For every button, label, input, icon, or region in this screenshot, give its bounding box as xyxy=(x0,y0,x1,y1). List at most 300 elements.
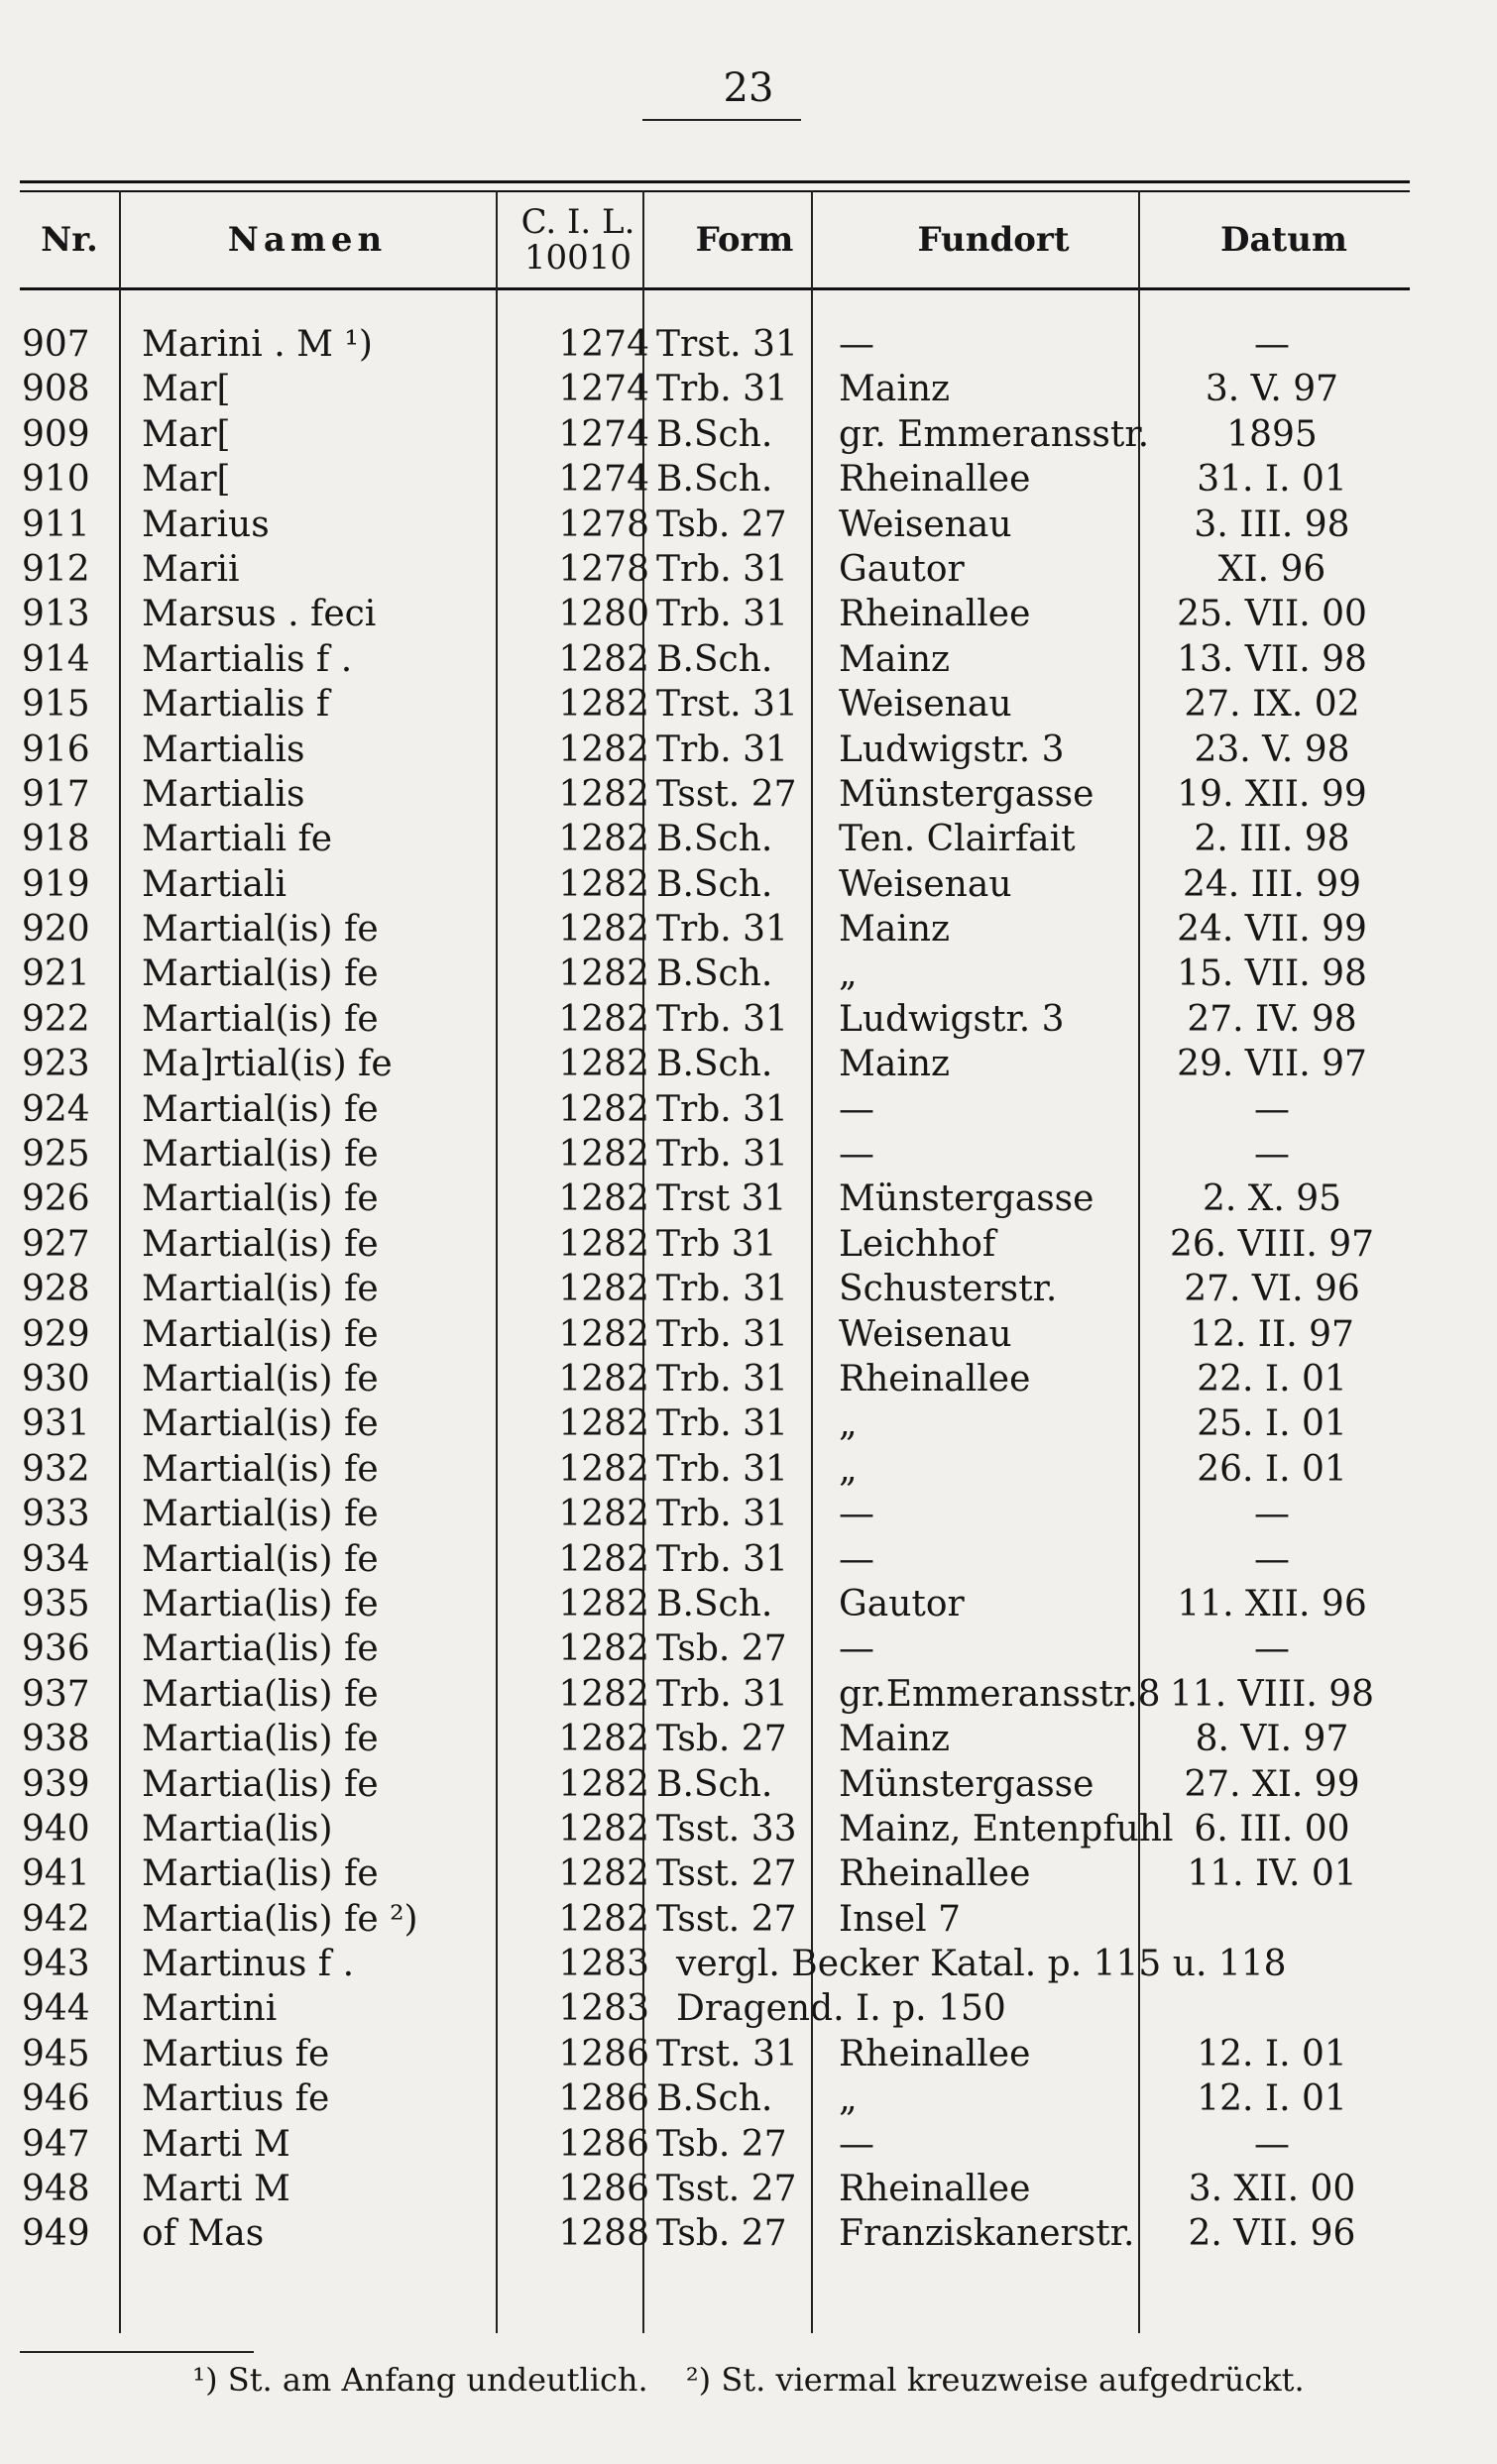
footnotes xyxy=(0,2361,1497,2399)
cell-cil: 1282 xyxy=(558,1313,649,1355)
cell-name: Martial(is) fe xyxy=(142,998,379,1040)
header-fundort: Fundort xyxy=(917,219,1070,260)
cell-form: Trb. 31 xyxy=(656,1088,788,1130)
cell-datum: — xyxy=(1254,324,1290,365)
cell-datum: 6. III. 00 xyxy=(1194,1808,1350,1849)
cell-cil: 1274 xyxy=(558,413,649,455)
cell-name: Martial(is) fe xyxy=(142,1088,379,1130)
cell-cil: 1282 xyxy=(558,684,649,726)
cell-name: Martialis xyxy=(142,773,305,815)
cell-name: Martialis f xyxy=(142,684,330,726)
cell-cil: 1282 xyxy=(558,1673,649,1715)
cell-form: Tsb. 27 xyxy=(656,1719,787,1760)
cell-fundort: „ xyxy=(839,1403,858,1445)
table-row xyxy=(20,817,1410,861)
footnote-2: ²) St. viermal kreuzweise aufgedrückt. xyxy=(685,2361,1305,2399)
cell-name: Martius fe xyxy=(142,2033,330,2074)
cell-nr: 914 xyxy=(22,638,90,680)
table-row xyxy=(20,1267,1410,1311)
cell-cil: 1280 xyxy=(558,594,649,635)
cell-form: Trst. 31 xyxy=(656,324,798,365)
cell-datum: — xyxy=(1254,1134,1290,1176)
cell-fundort: Gautor xyxy=(839,548,965,590)
cell-nr: 948 xyxy=(22,2169,90,2210)
cell-form: Tsst. 33 xyxy=(656,1808,797,1849)
cell-name: Martial(is) fe xyxy=(142,953,379,995)
cell-name: Martius fe xyxy=(142,2078,330,2120)
table-row xyxy=(20,682,1410,727)
cell-fundort: Mainz xyxy=(839,1719,950,1760)
table-row xyxy=(20,952,1410,996)
cell-datum: 3. V. 97 xyxy=(1205,369,1339,410)
cell-cil: 1282 xyxy=(558,1088,649,1130)
cell-cil: 1282 xyxy=(558,1898,649,1940)
cell-nr: 943 xyxy=(22,1944,90,1985)
cell-cil: 1282 xyxy=(558,773,649,815)
cell-cil: 1282 xyxy=(558,998,649,1040)
cell-datum: 26. VIII. 97 xyxy=(1169,1223,1375,1265)
table-row xyxy=(20,1312,1410,1357)
cell-fundort: Münstergasse xyxy=(839,773,1094,815)
cell-cil: 1278 xyxy=(558,504,649,545)
cell-cil: 1278 xyxy=(558,548,649,590)
cell-datum: 22. I. 01 xyxy=(1197,1358,1347,1400)
table-row xyxy=(20,637,1410,682)
cell-nr: 923 xyxy=(22,1044,90,1085)
cell-name: Martia(lis) fe xyxy=(142,1853,379,1895)
cell-fundort: Rheinallee xyxy=(839,2033,1031,2074)
cell-form: Trb. 31 xyxy=(656,369,788,410)
cell-datum: 1895 xyxy=(1226,413,1318,455)
table-row xyxy=(20,547,1410,592)
cell-fundort: Weisenau xyxy=(839,504,1012,545)
cell-fundort: Mainz xyxy=(839,638,950,680)
cell-datum: 27. VI. 96 xyxy=(1184,1269,1360,1310)
cell-form: Tsb. 27 xyxy=(656,2123,787,2165)
cell-name: Martinus f . xyxy=(142,1944,355,1985)
cell-datum: 12. II. 97 xyxy=(1190,1313,1354,1355)
table-row xyxy=(20,457,1410,502)
cell-cil: 1286 xyxy=(558,2033,649,2074)
cell-name: Martia(lis) xyxy=(142,1808,333,1849)
table-row xyxy=(20,1087,1410,1132)
cell-name: Martial(is) fe xyxy=(142,1494,379,1535)
cell-nr: 931 xyxy=(22,1403,90,1445)
cell-fundort: — xyxy=(839,1494,874,1535)
cell-fundort: Weisenau xyxy=(839,1313,1012,1355)
table-row xyxy=(20,503,1410,547)
cell-fundort: Weisenau xyxy=(839,684,1012,726)
cell-form: Trb. 31 xyxy=(656,548,788,590)
cell-nr: 924 xyxy=(22,1088,90,1130)
cell-form: Trst. 31 xyxy=(656,2033,798,2074)
cell-nr: 910 xyxy=(22,459,90,501)
cell-datum: — xyxy=(1254,1494,1290,1535)
cell-nr: 925 xyxy=(22,1134,90,1176)
cell-fundort: Rheinallee xyxy=(839,1358,1031,1400)
cell-cil: 1282 xyxy=(558,1583,649,1624)
cell-nr: 938 xyxy=(22,1719,90,1760)
cell-cil: 1286 xyxy=(558,2169,649,2210)
cell-fundort: Mainz xyxy=(839,369,950,410)
cell-cil: 1282 xyxy=(558,1448,649,1490)
cell-datum: 2. VII. 96 xyxy=(1188,2213,1356,2255)
cell-fundort: Schusterstr. xyxy=(839,1269,1058,1310)
cell-cil: 1282 xyxy=(558,1538,649,1580)
table-row xyxy=(20,1717,1410,1761)
cell-cil: 1283 xyxy=(558,1988,649,2030)
cell-fundort: gr.Emmeransstr.8 xyxy=(839,1673,1161,1715)
cell-cil: 1286 xyxy=(558,2078,649,2120)
cell-cil: 1282 xyxy=(558,1403,649,1445)
cell-name: Marsus . feci xyxy=(142,594,377,635)
cell-cil: 1282 xyxy=(558,1178,649,1220)
header-datum: Datum xyxy=(1220,219,1347,260)
cell-fundort: — xyxy=(839,1134,874,1176)
cell-form: Trb 31 xyxy=(656,1223,777,1265)
cell-name: Martial(is) fe xyxy=(142,1538,379,1580)
cell-cil: 1282 xyxy=(558,1719,649,1760)
cell-fundort: Mainz, Entenpfuhl xyxy=(839,1808,1174,1849)
table-row xyxy=(20,1762,1410,1807)
cell-nr: 909 xyxy=(22,413,90,455)
table-row xyxy=(20,728,1410,772)
cell-cil: 1282 xyxy=(558,1628,649,1670)
cell-form: B.Sch. xyxy=(656,819,773,860)
cell-cil: 1282 xyxy=(558,728,649,770)
cell-datum: 25. VII. 00 xyxy=(1177,594,1367,635)
cell-cil: 1282 xyxy=(558,953,649,995)
footnote-rule xyxy=(20,2351,254,2353)
table-row xyxy=(20,1537,1410,1582)
cell-nr: 918 xyxy=(22,819,90,860)
cell-fundort: Franziskanerstr. xyxy=(839,2213,1135,2255)
cell-datum: 2. X. 95 xyxy=(1202,1178,1342,1220)
cell-nr: 921 xyxy=(22,953,90,995)
cell-fundort: Rheinallee xyxy=(839,594,1031,635)
cell-form: Trb. 31 xyxy=(656,1313,788,1355)
table-row xyxy=(20,1357,1410,1401)
table-row xyxy=(20,1222,1410,1267)
cell-form: Trb. 31 xyxy=(656,998,788,1040)
cell-name: Ma]rtial(is) fe xyxy=(142,1044,393,1085)
cell-name: Mar[ xyxy=(142,369,231,410)
header-form: Form xyxy=(695,219,794,260)
page-number: 23 xyxy=(723,65,774,111)
table-header xyxy=(20,193,1410,287)
cell-name: Martial(is) fe xyxy=(142,1178,379,1220)
cell-cil: 1282 xyxy=(558,1853,649,1895)
cell-cil: 1282 xyxy=(558,1223,649,1265)
cell-cil: 1282 xyxy=(558,638,649,680)
table-row xyxy=(20,997,1410,1042)
cell-nr: 928 xyxy=(22,1269,90,1310)
cell-form: B.Sch. xyxy=(656,1044,773,1085)
table-row xyxy=(20,2211,1410,2256)
cell-name: of Mas xyxy=(142,2213,265,2255)
cell-fundort: gr. Emmeransstr. xyxy=(839,413,1150,455)
header-bottom-rule xyxy=(20,287,1410,290)
cell-form: Tsst. 27 xyxy=(656,1853,797,1895)
cell-nr: 920 xyxy=(22,909,90,951)
cell-datum: 24. III. 99 xyxy=(1182,863,1362,905)
cell-nr: 937 xyxy=(22,1673,90,1715)
cell-form: Trb. 31 xyxy=(656,594,788,635)
table-row xyxy=(20,1447,1410,1492)
cell-cil: 1274 xyxy=(558,369,649,410)
cell-datum: 11. IV. 01 xyxy=(1187,1853,1357,1895)
cell-form: B.Sch. xyxy=(656,1763,773,1805)
header-cil-bottom: 10010 xyxy=(523,237,633,278)
page-number-rule xyxy=(642,119,801,121)
cell-name: Martia(lis) fe xyxy=(142,1673,379,1715)
cell-nr: 936 xyxy=(22,1628,90,1670)
cell-form: B.Sch. xyxy=(656,953,773,995)
cell-name: Martial(is) fe xyxy=(142,1269,379,1310)
cell-cil: 1282 xyxy=(558,1134,649,1176)
cell-fundort: — xyxy=(839,1628,874,1670)
table-row xyxy=(20,862,1410,907)
cell-name: Marti M xyxy=(142,2169,290,2210)
cell-fundort: Münstergasse xyxy=(839,1178,1094,1220)
cell-datum: 12. I. 01 xyxy=(1197,2078,1347,2120)
table-row xyxy=(20,907,1410,952)
cell-form: Tsb. 27 xyxy=(656,2213,787,2255)
table-row xyxy=(20,2122,1410,2167)
cell-fundort: Münstergasse xyxy=(839,1763,1094,1805)
cell-nr: 946 xyxy=(22,2078,90,2120)
cell-datum: 11. VIII. 98 xyxy=(1169,1673,1375,1715)
cell-cil: 1282 xyxy=(558,1808,649,1849)
cell-nr: 919 xyxy=(22,863,90,905)
cell-form: B.Sch. xyxy=(656,638,773,680)
cell-form: Tsst. 27 xyxy=(656,2169,797,2210)
cell-nr: 945 xyxy=(22,2033,90,2074)
cell-fundort: „ xyxy=(839,1448,858,1490)
table-row xyxy=(20,1851,1410,1896)
cell-name: Martial(is) fe xyxy=(142,1134,379,1176)
table-row xyxy=(20,1176,1410,1221)
cell-fundort: Ludwigstr. 3 xyxy=(839,998,1065,1040)
cell-form: Trst. 31 xyxy=(656,684,798,726)
cell-name: Martial(is) fe xyxy=(142,1223,379,1265)
footnote-1: ¹) St. am Anfang undeutlich. xyxy=(192,2361,648,2399)
cell-datum: 27. IX. 02 xyxy=(1184,684,1360,726)
header-cil xyxy=(496,193,660,287)
cell-form: Tsb. 27 xyxy=(656,1628,787,1670)
cell-datum: 27. IV. 98 xyxy=(1187,998,1357,1040)
cell-datum: 2. III. 98 xyxy=(1194,819,1350,860)
cell-fundort: Ludwigstr. 3 xyxy=(839,728,1065,770)
cell-form: Trb. 31 xyxy=(656,1269,788,1310)
table-row xyxy=(20,2076,1410,2121)
cell-cil: 1282 xyxy=(558,1763,649,1805)
cell-datum: — xyxy=(1254,2123,1290,2165)
table-row xyxy=(20,1942,1410,1986)
cell-reference: Dragend. I. p. 150 xyxy=(676,1988,1006,2030)
cell-nr: 911 xyxy=(22,504,90,545)
table-top-rule-thin xyxy=(20,190,1410,192)
table-row xyxy=(20,2032,1410,2076)
cell-cil: 1282 xyxy=(558,1044,649,1085)
cell-form: Tsst. 27 xyxy=(656,773,797,815)
cell-datum: 29. VII. 97 xyxy=(1177,1044,1367,1085)
cell-nr: 908 xyxy=(22,369,90,410)
cell-datum: 19. XII. 99 xyxy=(1177,773,1367,815)
cell-cil: 1282 xyxy=(558,1494,649,1535)
table-row xyxy=(20,1132,1410,1176)
cell-name: Marini . M ¹) xyxy=(142,324,373,365)
cell-name: Martial(is) fe xyxy=(142,1358,379,1400)
table-row xyxy=(20,1582,1410,1626)
cell-name: Martialis xyxy=(142,728,305,770)
cell-cil: 1274 xyxy=(558,459,649,501)
cell-name: Martialis f . xyxy=(142,638,353,680)
cell-name: Martial(is) fe xyxy=(142,1403,379,1445)
table-row xyxy=(20,592,1410,636)
cell-nr: 912 xyxy=(22,548,90,590)
cell-fundort: — xyxy=(839,1538,874,1580)
cell-cil: 1283 xyxy=(558,1944,649,1985)
cell-nr: 944 xyxy=(22,1988,90,2030)
cell-name: Martial(is) fe xyxy=(142,1313,379,1355)
cell-name: Martial(is) fe xyxy=(142,1448,379,1490)
table-row xyxy=(20,1807,1410,1851)
cell-cil: 1288 xyxy=(558,2213,649,2255)
cell-datum: 25. I. 01 xyxy=(1197,1403,1347,1445)
cell-form: B.Sch. xyxy=(656,2078,773,2120)
cell-nr: 932 xyxy=(22,1448,90,1490)
cell-name: Martia(lis) fe xyxy=(142,1763,379,1805)
cell-fundort: Weisenau xyxy=(839,863,1012,905)
cell-nr: 941 xyxy=(22,1853,90,1895)
table-body xyxy=(20,322,1410,2257)
cell-name: Martiali fe xyxy=(142,819,333,860)
cell-datum: 23. V. 98 xyxy=(1194,728,1350,770)
cell-nr: 949 xyxy=(22,2213,90,2255)
cell-form: B.Sch. xyxy=(656,1583,773,1624)
cell-nr: 935 xyxy=(22,1583,90,1624)
cell-fundort: Insel 7 xyxy=(839,1898,962,1940)
cell-cil: 1282 xyxy=(558,819,649,860)
cell-cil: 1282 xyxy=(558,909,649,951)
table-row xyxy=(20,1492,1410,1536)
cell-form: Trb. 31 xyxy=(656,909,788,951)
cell-form: Trb. 31 xyxy=(656,1538,788,1580)
cell-name: Mar[ xyxy=(142,459,231,501)
cell-nr: 939 xyxy=(22,1763,90,1805)
cell-form: Trb. 31 xyxy=(656,1673,788,1715)
cell-datum: 24. VII. 99 xyxy=(1177,909,1367,951)
cell-fundort: — xyxy=(839,2123,874,2165)
cell-fundort: Mainz xyxy=(839,909,950,951)
table-row xyxy=(20,322,1410,367)
cell-cil: 1274 xyxy=(558,324,649,365)
cell-form: Tsb. 27 xyxy=(656,504,787,545)
cell-nr: 915 xyxy=(22,684,90,726)
table-row xyxy=(20,1626,1410,1671)
cell-datum: 3. III. 98 xyxy=(1194,504,1350,545)
cell-reference: vergl. Becker Katal. p. 115 u. 118 xyxy=(676,1944,1287,1985)
cell-name: Martiali xyxy=(142,863,288,905)
cell-fundort: Rheinallee xyxy=(839,1853,1031,1895)
table-row xyxy=(20,1897,1410,1942)
table-top-rule xyxy=(20,180,1410,183)
cell-fundort: Ten. Clairfait xyxy=(839,819,1076,860)
cell-fundort: Leichhof xyxy=(839,1223,996,1265)
cell-name: Martia(lis) fe xyxy=(142,1628,379,1670)
cell-nr: 916 xyxy=(22,728,90,770)
table-row xyxy=(20,2167,1410,2211)
cell-name: Mar[ xyxy=(142,413,231,455)
cell-nr: 929 xyxy=(22,1313,90,1355)
cell-datum: 3. XII. 00 xyxy=(1188,2169,1356,2210)
cell-name: Martia(lis) fe xyxy=(142,1583,379,1624)
cell-nr: 947 xyxy=(22,2123,90,2165)
cell-datum: 26. I. 01 xyxy=(1197,1448,1347,1490)
cell-nr: 940 xyxy=(22,1808,90,1849)
table-row xyxy=(20,412,1410,457)
header-namen xyxy=(119,193,496,287)
cell-datum: 27. XI. 99 xyxy=(1184,1763,1360,1805)
cell-nr: 917 xyxy=(22,773,90,815)
cell-nr: 933 xyxy=(22,1494,90,1535)
cell-datum: — xyxy=(1254,1538,1290,1580)
cell-datum: 8. VI. 97 xyxy=(1195,1719,1349,1760)
cell-cil: 1286 xyxy=(558,2123,649,2165)
cell-form: Tsst. 27 xyxy=(656,1898,797,1940)
cell-name: Martia(lis) fe xyxy=(142,1719,379,1760)
cell-datum: 12. I. 01 xyxy=(1197,2033,1347,2074)
table-row xyxy=(20,1986,1410,2031)
cell-form: Trb. 31 xyxy=(656,1448,788,1490)
cell-fundort: „ xyxy=(839,953,858,995)
cell-datum: 31. I. 01 xyxy=(1197,459,1347,501)
cell-fundort: — xyxy=(839,1088,874,1130)
cell-datum: 11. XII. 96 xyxy=(1177,1583,1367,1624)
cell-name: Martia(lis) fe ²) xyxy=(142,1898,418,1940)
cell-form: Trb. 31 xyxy=(656,1358,788,1400)
cell-fundort: Rheinallee xyxy=(839,2169,1031,2210)
cell-cil: 1282 xyxy=(558,863,649,905)
cell-nr: 930 xyxy=(22,1358,90,1400)
table-row xyxy=(20,1672,1410,1717)
cell-form: B.Sch. xyxy=(656,459,773,501)
cell-fundort: — xyxy=(839,324,874,365)
table-row xyxy=(20,1042,1410,1086)
cell-form: B.Sch. xyxy=(656,413,773,455)
cell-nr: 934 xyxy=(22,1538,90,1580)
cell-form: Trst 31 xyxy=(656,1178,787,1220)
cell-form: Trb. 31 xyxy=(656,728,788,770)
table-row xyxy=(20,772,1410,817)
cell-nr: 942 xyxy=(22,1898,90,1940)
header-nr: Nr. xyxy=(41,219,98,260)
cell-nr: 922 xyxy=(22,998,90,1040)
cell-datum: — xyxy=(1254,1628,1290,1670)
cell-datum: — xyxy=(1254,1088,1290,1130)
cell-cil: 1282 xyxy=(558,1358,649,1400)
cell-fundort: „ xyxy=(839,2078,858,2120)
cell-name: Marius xyxy=(142,504,270,545)
table-row xyxy=(20,367,1410,411)
cell-datum: 13. VII. 98 xyxy=(1177,638,1367,680)
cell-fundort: Mainz xyxy=(839,1044,950,1085)
cell-form: Trb. 31 xyxy=(656,1494,788,1535)
cell-name: Marii xyxy=(142,548,240,590)
cell-cil: 1282 xyxy=(558,1269,649,1310)
cell-name: Marti M xyxy=(142,2123,290,2165)
